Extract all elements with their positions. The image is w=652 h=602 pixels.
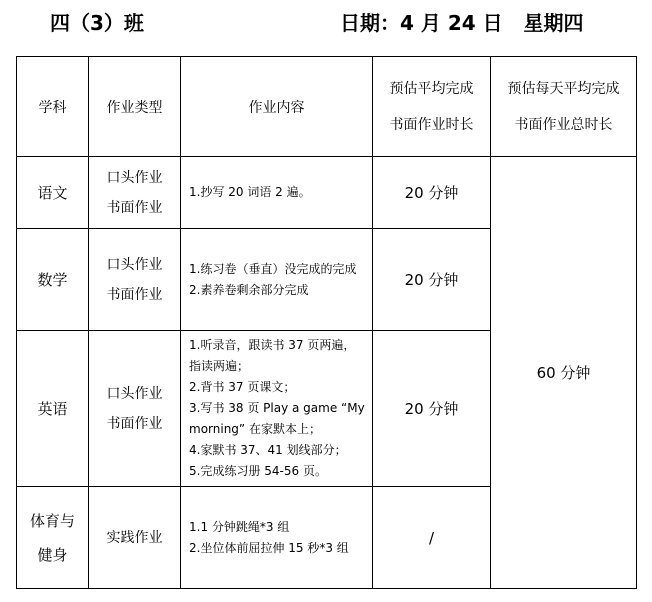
header-row [17,57,637,157]
header-total-time-line1: 预估每天平均完成 [507,80,620,97]
time-cell: 20 分钟 [373,229,491,331]
class-title: 四（3）班 [50,11,144,35]
header-type: 作业类型 [89,57,181,157]
header-total-time [491,57,637,157]
subject-cell [17,487,89,589]
time-cell: 20 分钟 [373,331,491,487]
content-line: 1.1 分钟跳绳*3 组 [189,519,290,534]
type-label: 口头作业 [106,169,163,186]
content-line: 2.背书 37 页课文； [189,380,296,394]
subject-line: 健身 [37,545,68,564]
header-avg-time-line2: 书面作业时长 [389,116,474,133]
subject-cell: 语文 [17,157,89,229]
type-label: 实践作业 [106,529,163,546]
type-cell [89,157,181,229]
type-label: 书面作业 [106,415,163,432]
type-label: 书面作业 [106,286,163,303]
type-cell [89,331,181,487]
header-avg-time [373,57,491,157]
type-cell [89,487,181,589]
content-line: 3.写书 38 页 Play a game “My morning” 在家默本上； [189,401,365,436]
time-cell: / [373,487,491,589]
table-row [17,157,637,229]
content-line: 2.坐位体前屈拉伸 15 秒*3 组 [189,540,349,555]
content-line: 1.抄写 20 词语 2 遍。 [189,185,311,199]
type-label: 口头作业 [106,256,163,273]
type-label: 口头作业 [106,385,163,402]
content-line: 2.素养卷剩余部分完成 [189,282,309,297]
content-cell [181,487,373,589]
subject-line: 体育与 [29,511,75,530]
header-subject: 学科 [17,57,89,157]
header-avg-time-line1: 预估平均完成 [389,80,474,97]
date-line: 日期：4 月 24 日 星期四 [340,11,584,35]
total-time-cell: 60 分钟 [491,157,637,589]
content-cell [181,229,373,331]
content-cell [181,157,373,229]
type-label: 书面作业 [106,199,163,216]
header-content: 作业内容 [181,57,373,157]
header-total-time-line2: 书面作业总时长 [514,116,613,133]
content-line: 5.完成练习册 54-56 页。 [189,464,327,478]
content-line: 1.听录音，跟读书 37 页两遍，指读两遍； [189,338,356,373]
content-line: 4.家默书 37、41 划线部分； [189,443,347,457]
subject-cell: 数学 [17,229,89,331]
type-cell [89,229,181,331]
time-cell: 20 分钟 [373,157,491,229]
content-cell [181,331,373,487]
subject-cell: 英语 [17,331,89,487]
homework-table [16,56,637,589]
content-line: 1.练习卷（垂直）没完成的完成 [189,261,357,276]
